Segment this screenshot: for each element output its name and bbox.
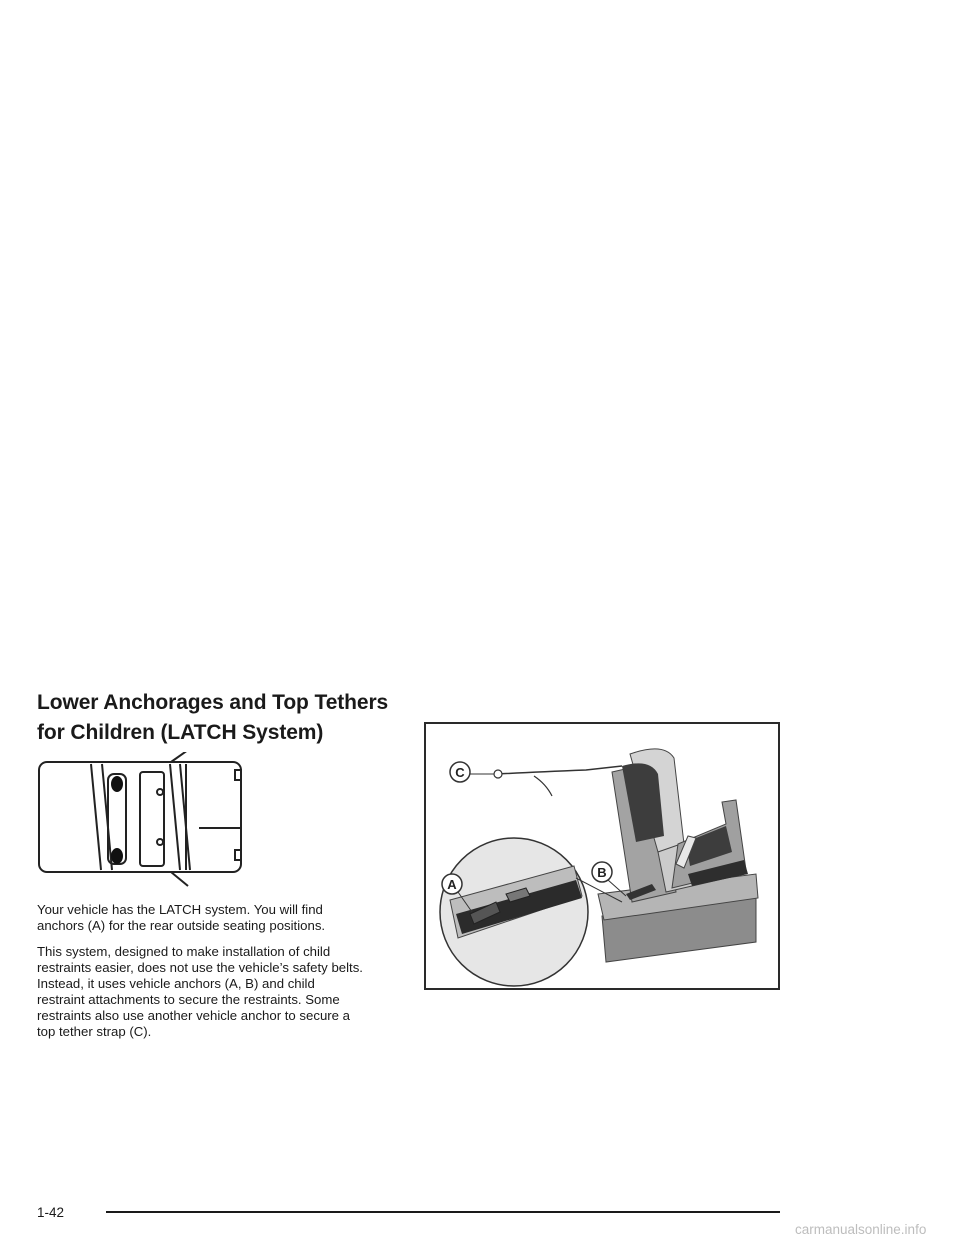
text-line: top tether strap (C). — [37, 1024, 152, 1039]
text-line: restraints easier, does not use the vehicle’s safety belts. — [37, 960, 363, 975]
callout-a: A — [447, 877, 457, 892]
page-number: 1-42 — [37, 1205, 65, 1220]
paragraph-latch-intro — [37, 902, 397, 934]
child-seat-anchors-icon — [426, 724, 778, 988]
text-line: This system, designed to make installation of child — [37, 944, 331, 959]
heading-line-1: Lower Anchorages and Top Tethers — [37, 691, 389, 714]
vehicle-seating-diagram — [36, 752, 248, 888]
watermark: carmanualsonline.info — [795, 1222, 927, 1237]
footer-rule — [106, 1211, 780, 1213]
text-line: restraints also use another vehicle anchor to secure a — [37, 1008, 351, 1023]
vehicle-top-view-icon — [36, 752, 248, 888]
body-text — [37, 902, 397, 1050]
child-seat-illustration — [424, 722, 780, 990]
text-line: Instead, it uses vehicle anchors (A, B) and child — [37, 976, 315, 991]
callout-c: C — [455, 765, 465, 780]
section-heading — [37, 688, 397, 748]
heading-line-2: for Children (LATCH System) — [37, 721, 324, 744]
text-line: Your vehicle has the LATCH system. You will find — [37, 902, 323, 917]
callout-b: B — [597, 865, 607, 880]
text-line: restraint attachments to secure the restraints. Some — [37, 992, 340, 1007]
text-line: anchors (A) for the rear outside seating positions. — [37, 918, 326, 933]
paragraph-latch-description — [37, 944, 397, 1040]
